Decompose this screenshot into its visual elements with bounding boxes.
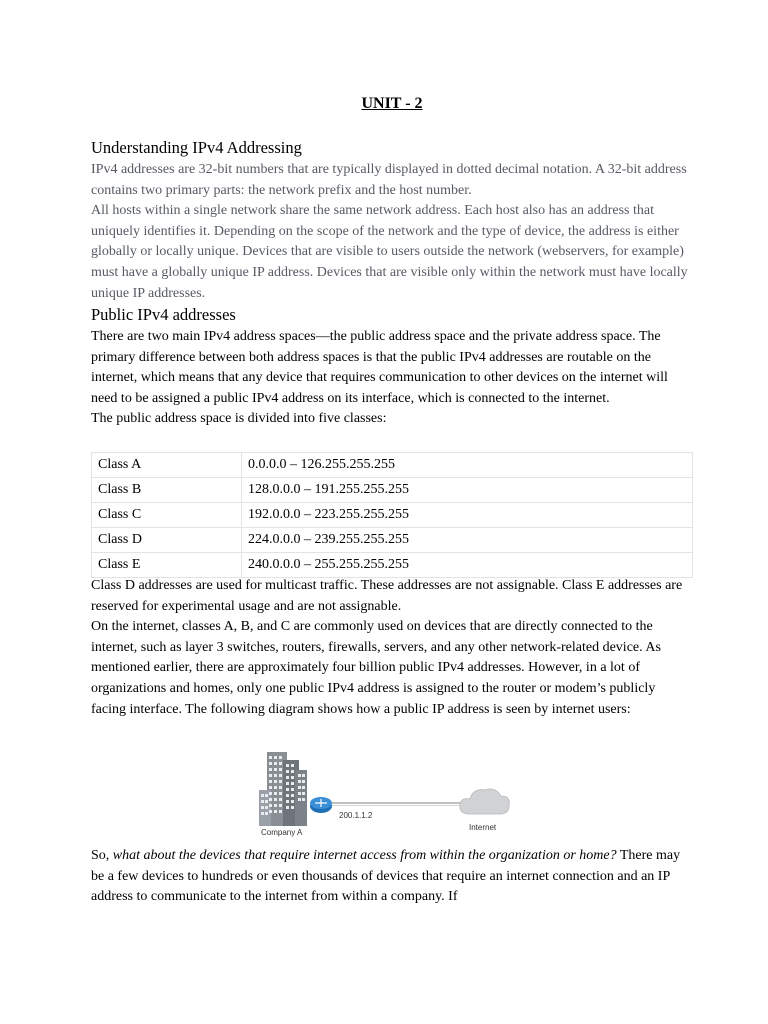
ipv4-classes-table	[91, 452, 693, 578]
class-name-cell: Class D	[92, 528, 242, 553]
paragraph-address-spaces: There are two main IPv4 address spaces—the public address space and the private address space. The primary difference between both address spaces is that the public IPv4 addresses are routable on the internet, which means that any device that requires communication to other devices on the internet will need to be assigned a public IPv4 address on its interface, which is connected to the internet.	[91, 329, 668, 406]
paragraph-public-ip-usage: On the internet, classes A, B, and C are commonly used on devices that are directly connected to the internet, such as layer 3 switches, routers, firewalls, servers, and any other network-related device. As mentioned earlier, there are approximately four billion public IPv4 addresses. However, in a lot of organizations and homes, only one public IPv4 address is assigned to the router or modem’s publicly facing interface. The following diagram shows how a public IP address is seen by internet users:	[91, 619, 661, 717]
table-row	[92, 503, 693, 528]
section-public-ipv4	[91, 305, 693, 430]
table-row	[92, 553, 693, 578]
table-row	[92, 478, 693, 503]
class-name-cell: Class E	[92, 553, 242, 578]
internet-label: Internet	[469, 823, 497, 832]
class-range-cell: 240.0.0.0 – 255.255.255.255	[242, 553, 693, 578]
question-rest: There may be a few devices to hundreds or even thousands of devices that require an internet connection and an IP address to communicate to the internet from within a company. If	[91, 848, 681, 905]
table-row	[92, 453, 693, 478]
class-range-cell: 0.0.0.0 – 126.255.255.255	[242, 453, 693, 478]
paragraph-ipv4-intro: IPv4 addresses are 32-bit numbers that are typically displayed in dotted decimal notation. A 32-bit address contains two primary parts: the network prefix and the host number.	[91, 162, 687, 198]
section-heading-public-ipv4: Public IPv4 addresses	[91, 305, 236, 324]
class-name-cell: Class C	[92, 503, 242, 528]
ip-address-label: 200.1.1.2	[339, 811, 373, 820]
class-range-cell: 224.0.0.0 – 239.255.255.255	[242, 528, 693, 553]
section-understanding-ipv4	[91, 138, 693, 304]
company-label: Company A	[261, 828, 303, 837]
class-range-cell: 128.0.0.0 – 191.255.255.255	[242, 478, 693, 503]
class-name-cell: Class B	[92, 478, 242, 503]
class-name-cell: Class A	[92, 453, 242, 478]
page-title: UNIT - 2	[361, 95, 423, 112]
router-icon	[310, 797, 332, 813]
class-range-cell: 192.0.0.0 – 223.255.255.255	[242, 503, 693, 528]
paragraph-five-classes: The public address space is divided into five classes:	[91, 411, 387, 427]
paragraph-internal-devices	[91, 846, 693, 908]
table-row	[92, 528, 693, 553]
section-heading-understanding-ipv4: Understanding IPv4 Addressing	[91, 138, 302, 157]
section-internal-devices	[91, 846, 693, 908]
question-italic: what about the devices that require internet access from within the organization or home?	[112, 848, 617, 863]
paragraph-host-addressing: All hosts within a single network share the same network address. Each host also has an address that uniquely identifies it. Depending on the scope of the network and the type of device, the address is either globally or locally unique. Devices that are visible to users outside the network (webservers, for example) must have a globally unique IP address. Devices that are visible only within the network must have locally unique IP addresses.	[91, 203, 688, 301]
section-class-usage	[91, 576, 693, 720]
question-prefix: So,	[91, 848, 113, 863]
paragraph-class-d-e: Class D addresses are used for multicast traffic. These addresses are not assignable. Class E addresses are reserved for experimental usage and are not assignable.	[91, 578, 683, 614]
public-ip-diagram	[255, 742, 519, 840]
